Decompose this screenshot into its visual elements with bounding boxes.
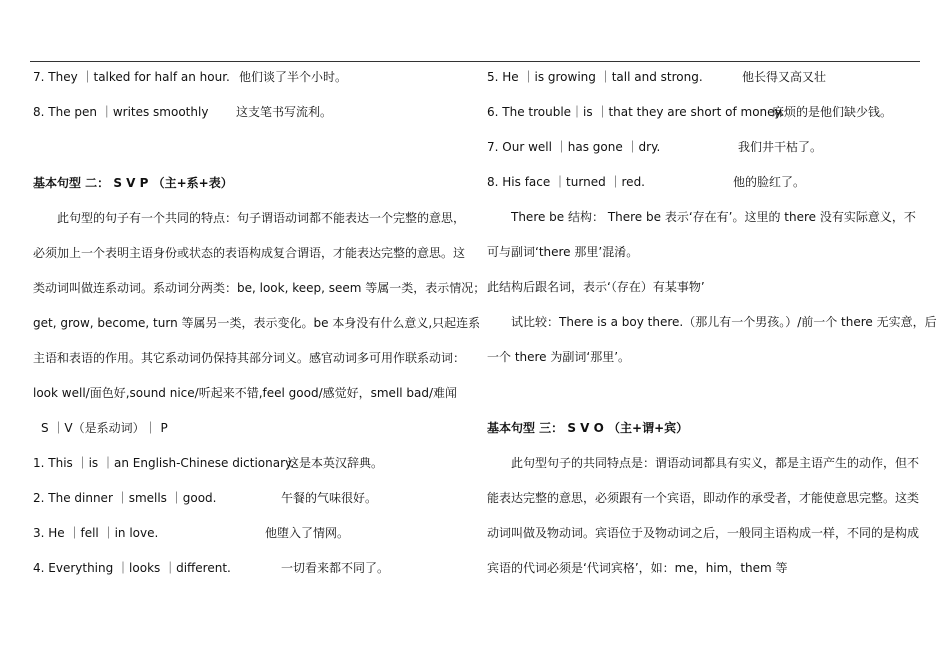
paragraph-line: 类动词叫做连系动词。系动词分两类：be, look, keep, seem 等属一类，表示情况； [33, 281, 486, 295]
paragraph-line: 能表达完整的意思，必须跟有一个宾语，即动作的承受者，才能使意思完整。这类 [487, 491, 920, 505]
example-line [33, 60, 348, 95]
paragraph-line: 必须加上一个表明主语身份或状态的表语构成复合谓语，才能表达完整的意思。这 [33, 246, 466, 260]
paragraph-line: 可与副词‘there 那里’混淆。 [487, 245, 639, 259]
paragraph-line: 宾语的代词必须是‘代词宾格’，如：me，him，them 等 [487, 561, 788, 575]
example-english: 3. He ｜fell ｜in love. [33, 526, 159, 540]
example-chinese: 他们谈了半个小时。 [239, 70, 348, 84]
example-chinese: 这支笔书写流利。 [236, 105, 333, 119]
example-english: 2. The dinner ｜smells ｜good. [33, 491, 217, 505]
paragraph-line: 动词叫做及物动词。宾语位于及物动词之后，一般同主语构成一样，不同的是构成 [487, 526, 920, 540]
example-chinese: 他的脸红了。 [733, 175, 806, 189]
paragraph-line: 试比较：There is a boy there.（那儿有一个男孩。）/前一个 there 无实意，后 [511, 315, 937, 329]
paragraph-line: get, grow, become, turn 等属另一类，表示变化。be 本身没有什么意义,只起连系 [33, 316, 481, 330]
paragraph-line: 一个 there 为副词‘那里’。 [487, 350, 631, 364]
example-chinese: 一切看来都不同了。 [281, 561, 390, 575]
structure-formula: S ｜V（是系动词）｜ P [41, 421, 168, 435]
example-chinese: 他堕入了情网。 [265, 526, 350, 540]
example-line [33, 95, 333, 130]
example-line [33, 481, 378, 516]
example-line [487, 95, 893, 130]
paragraph-line: 主语和表语的作用。其它系动词仍保持其部分词义。感官动词多可用作联系动词： [33, 351, 466, 365]
example-line [487, 130, 823, 165]
example-chinese: 我们井干枯了。 [738, 140, 823, 154]
example-line [33, 551, 390, 586]
example-english: 4. Everything ｜looks ｜different. [33, 561, 231, 575]
example-line [33, 516, 350, 551]
paragraph-line: 此结构后跟名词，表示‘（存在）有某事物’ [487, 280, 705, 294]
example-english: 7. Our well ｜has gone ｜dry. [487, 140, 661, 154]
paragraph-line: 此句型句子的共同特点是：谓语动词都具有实义，都是主语产生的动作，但不 [511, 456, 920, 470]
paragraph-line: There be 结构： There be 表示‘存在有’。这里的 there 没有实际意义，不 [511, 210, 916, 224]
paragraph-line: 此句型的句子有一个共同的特点：句子谓语动词都不能表达一个完整的意思， [57, 211, 466, 225]
example-chinese: 这是本英汉辞典。 [287, 456, 384, 470]
example-english: 7. They ｜talked for half an hour. [33, 70, 230, 84]
example-chinese: 麻烦的是他们缺少钱。 [772, 105, 893, 119]
example-line [487, 165, 806, 200]
section-heading: 基本句型 三： S V O （主+谓+宾） [487, 421, 689, 435]
example-chinese: 午餐的气味很好。 [281, 491, 378, 505]
example-chinese: 他长得又高又壮 [742, 70, 827, 84]
example-english: 8. His face ｜turned ｜red. [487, 175, 645, 189]
section-heading: 基本句型 二： S V P （主+系+表） [33, 176, 233, 190]
paragraph-line: look well/面色好,sound nice/听起来不错,feel good/感觉好，smell bad/难闻 [33, 386, 458, 400]
example-english: 5. He ｜is growing ｜tall and strong. [487, 70, 703, 84]
example-line [33, 446, 384, 481]
example-line [487, 60, 827, 95]
example-english: 6. The trouble｜is ｜that they are short of money. [487, 105, 784, 119]
example-english: 1. This ｜is ｜an English-Chinese dictionary. [33, 456, 295, 470]
example-english: 8. The pen ｜writes smoothly [33, 105, 209, 119]
